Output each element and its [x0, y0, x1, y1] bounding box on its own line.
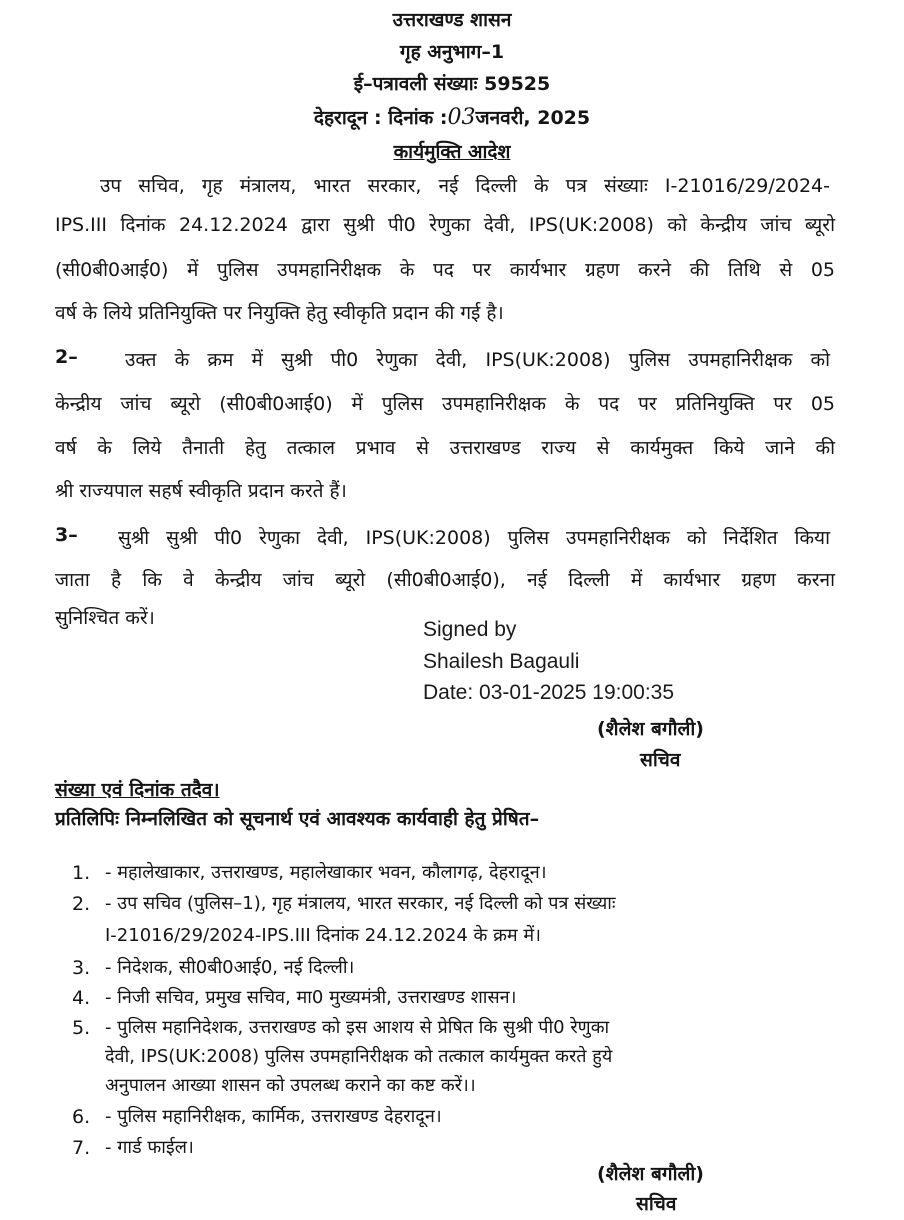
- list-item: - निजी सचिव, प्रमुख सचिव, मा0 मुख्यमंत्री, उत्तराखण्ड शासन।: [105, 987, 517, 1008]
- list-item: - महालेखाकार, उत्तराखण्ड, महालेखाकार भवन, कौलागढ़, देहरादून।: [105, 862, 547, 883]
- para2-line: केन्द्रीय जांच ब्यूरो (सी0बी0आई0) में पुलिस उपमहानिरीक्षक के पद पर प्रतिनियुक्ति पर 05: [55, 393, 835, 415]
- list-item: - गार्ड फाईल।: [105, 1137, 194, 1158]
- footer-signatory-name: (शैलेश बगौली): [597, 1163, 704, 1185]
- list-item-number: 2.: [72, 893, 91, 915]
- signatory-designation: सचिव: [640, 749, 681, 771]
- list-item-number: 6.: [72, 1106, 91, 1128]
- date-rest: जनवरी, 2025: [475, 107, 591, 129]
- signer-name: Shailesh Bagauli: [423, 650, 580, 673]
- list-item-number: 1.: [72, 862, 91, 884]
- signature-date: Date: 03-01-2025 19:00:35: [423, 681, 675, 704]
- para2-line: उक्त के क्रम में सुश्री पी0 रेणुका देवी, IPS(UK:2008) पुलिस उपमहानिरीक्षक को: [125, 349, 830, 371]
- list-item: - पुलिस महानिरीक्षक, कार्मिक, उत्तराखण्ड देहरादून।: [105, 1106, 442, 1127]
- para2-line: वर्ष के लिये तैनाती हेतु तत्काल प्रभाव से उत्तराखण्ड राज्य से कार्यमुक्त किये जाने की: [55, 437, 835, 459]
- para2-line: श्री राज्यपाल सहर्ष स्वीकृति प्रदान करते हैं।: [55, 480, 347, 502]
- order-title: कार्यमुक्ति आदेश: [393, 141, 511, 163]
- footer-signatory-designation: सचिव: [636, 1193, 677, 1215]
- list-item-number: 5.: [72, 1017, 91, 1039]
- signed-by-label: Signed by: [423, 618, 517, 641]
- section-name: गृह अनुभाग–1: [399, 41, 505, 63]
- office-name: उत्तराखण्ड शासन: [392, 9, 512, 31]
- para3-line: जाता है कि वे केन्द्रीय जांच ब्यूरो (सी0बी0आई0), नई दिल्ली में कार्यभार ग्रहण करना: [55, 569, 835, 591]
- para1-line: (सी0बी0आई0) में पुलिस उपमहानिरीक्षक के पद पर कार्यभार ग्रहण करने की तिथि से 05: [55, 259, 835, 281]
- list-item-continuation: अनुपालन आख्या शासन को उपलब्ध कराने का कष्ट करें।।: [105, 1075, 476, 1096]
- issue-date: [0, 104, 904, 130]
- list-item: - निदेशक, सी0बी0आई0, नई दिल्ली।: [105, 957, 355, 978]
- list-item-continuation: देवी, IPS(UK:2008) पुलिस उपमहानिरीक्षक को तत्काल कार्यमुक्त करते हुये: [105, 1046, 613, 1067]
- signatory-name: (शैलेश बगौली): [597, 718, 704, 740]
- list-item-continuation: I-21016/29/2024-IPS.III दिनांक 24.12.2024 के क्रम में।: [105, 925, 541, 946]
- para3-number: 3–: [55, 524, 78, 546]
- list-item: - उप सचिव (पुलिस–1), गृह मंत्रालय, भारत सरकार, नई दिल्ली को पत्र संख्याः: [105, 893, 616, 914]
- para3-line: सुनिश्चित करें।: [55, 607, 155, 629]
- list-item-number: 4.: [72, 987, 91, 1009]
- para1-line: उप सचिव, गृह मंत्रालय, भारत सरकार, नई दिल्ली के पत्र संख्याः I-21016/29/2024-: [100, 175, 830, 197]
- date-day: 03: [447, 105, 476, 130]
- copy-to-line: प्रतिलिपिः निम्नलिखित को सूचनार्थ एवं आवश्यक कार्यवाही हेतु प्रेषित–: [55, 808, 540, 830]
- list-item-number: 7.: [72, 1137, 91, 1159]
- list-item-number: 3.: [72, 957, 91, 979]
- date-prefix: देहरादून : दिनांक :: [313, 107, 448, 129]
- para1-line: वर्ष के लिये प्रतिनियुक्ति पर नियुक्ति हेतु स्वीकृति प्रदान की गई है।: [55, 302, 504, 324]
- para3-line: सुश्री सुश्री पी0 रेणुका देवी, IPS(UK:2008) पुलिस उपमहानिरीक्षक को निर्देशित किया: [118, 527, 830, 549]
- reference-line: संख्या एवं दिनांक तदैव।: [55, 779, 220, 801]
- file-number: ई–पत्रावली संख्याः 59525: [353, 73, 551, 95]
- para2-number: 2–: [55, 346, 78, 368]
- para1-line: IPS.III दिनांक 24.12.2024 द्वारा सुश्री पी0 रेणुका देवी, IPS(UK:2008) को केन्द्रीय जांच ब्यूरो: [55, 214, 835, 236]
- list-item: - पुलिस महानिदेशक, उत्तराखण्ड को इस आशय से प्रेषित कि सुश्री पी0 रेणुका: [105, 1017, 610, 1038]
